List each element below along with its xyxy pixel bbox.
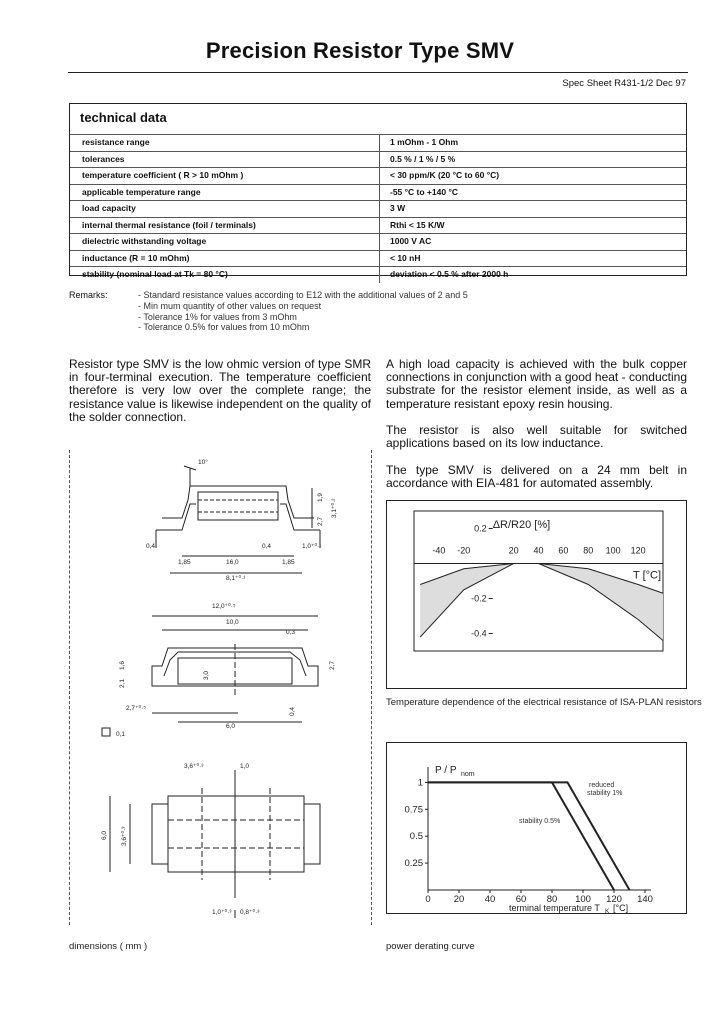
x-tick-label: 0 [425, 894, 431, 905]
dim-label: 2,7⁺⁰·⁵ [126, 705, 146, 712]
table-divider [379, 201, 380, 217]
table-row [70, 217, 686, 234]
x-tick-label: 100 [605, 545, 621, 556]
chart-title: ΔR/R20 [%] [492, 519, 551, 531]
table-cell-label: tolerances [82, 153, 125, 164]
table-cell-label: temperature coefficient ( R > 10 mOhm ) [82, 170, 244, 180]
annotation-stability-05: stability 0.5% [519, 818, 561, 825]
table-row [70, 266, 686, 283]
y-tick-label: 0.5 [409, 831, 423, 843]
dim-label: 3,6⁺⁰·³ [184, 763, 204, 770]
table-cell-value: Rthi < 15 K/W [390, 219, 445, 230]
tolerance-band [420, 564, 663, 641]
y-tick-label: -0.2 [471, 593, 487, 604]
dim-label: 3,1⁺⁰·² [331, 498, 338, 518]
x-tick-label: 40 [533, 545, 544, 556]
x-axis-label-subscript: K [605, 908, 610, 913]
dim-label: 1,0 [240, 763, 250, 770]
description-left: Resistor type SMV is the low ohmic version of type SMR in four-terminal execution. The temperature coefficient therefore is very low over the complete range; the resistance value is likewise independent on the quality of the solder connection. [69, 357, 371, 424]
y-tick-label: 0.75 [404, 804, 423, 816]
annotation-stability-1: stability 1% [587, 790, 623, 797]
x-tick-label: 20 [508, 545, 519, 556]
dim-label: 1,9 [317, 492, 324, 502]
dim-label: 8,1⁺⁰·¹ [226, 575, 246, 582]
technical-data-table [69, 103, 687, 279]
dim-label: 6,0 [226, 723, 236, 730]
table-row [70, 250, 686, 267]
y-tick-label: -0.4 [471, 628, 487, 639]
x-tick-label: 60 [515, 894, 527, 905]
dim-label: 0,4 [262, 543, 272, 550]
dim-label: 1,85 [282, 559, 295, 566]
dim-label: 0,4 [289, 706, 296, 716]
dim-label: 6,0 [101, 830, 108, 840]
dim-label: 10,0 [226, 619, 239, 626]
table-cell-label: load capacity [82, 203, 136, 213]
description-right-3: The type SMV is delivered on a 24 mm belt in accordance with EIA-481 for automated assembly. [386, 463, 687, 491]
table-divider [379, 168, 380, 184]
x-tick-label: -20 [457, 545, 471, 556]
title-rule [68, 72, 688, 73]
y-tick-label: 0.25 [404, 858, 423, 870]
dim-label: 1,0⁺⁰·³ [212, 909, 232, 916]
tempco-chart-frame [386, 500, 687, 689]
dim-label: 12,0⁺⁰·⁵ [212, 603, 236, 610]
table-divider [379, 267, 380, 283]
table-cell-label: internal thermal resistance (foil / terminals) [82, 219, 256, 230]
dim-label: 0,3 [286, 629, 296, 636]
x-tick-label: 100 [575, 894, 591, 905]
description-right-1: A high load capacity is achieved with the bulk copper connections in conjunction with a good heat - conducting substrate for the resistor element inside, as well as a temperature resistant epoxy resin housing. [386, 357, 687, 411]
x-tick-label: 60 [558, 545, 569, 556]
y-tick-label: 0.2 [474, 523, 487, 534]
table-divider [379, 152, 380, 168]
x-tick-label: 120 [606, 894, 622, 905]
table-cell-label: inductance (R = 10 mOhm) [82, 252, 190, 263]
dim-label: 0,4 [146, 543, 156, 550]
table-cell-value: < 10 nH [390, 252, 421, 263]
table-row [70, 184, 686, 201]
x-tick-label: 20 [453, 894, 465, 905]
dim-label: 2,1 [119, 678, 126, 688]
dim-label: 16,0 [226, 559, 239, 566]
table-cell-value: 1 mOhm - 1 Ohm [390, 137, 459, 147]
dimensions-caption: dimensions ( mm ) [69, 941, 148, 952]
dim-label: 0,8⁺⁰·³ [240, 909, 260, 916]
table-cell-label: stability (nominal load at Tk = 80 °C) [82, 269, 228, 279]
dim-label: 1,6 [119, 660, 126, 670]
table-divider [379, 135, 380, 151]
x-tick-label: 80 [583, 545, 594, 556]
x-axis-label: terminal temperature T [509, 903, 600, 913]
x-tick-label: 80 [546, 894, 558, 905]
derating-chart-frame [386, 742, 687, 914]
frame-line-left [69, 450, 70, 925]
x-tick-label: 40 [484, 894, 496, 905]
series-stability-line [428, 782, 614, 890]
dimension-drawing [90, 448, 360, 928]
table-divider [379, 234, 380, 250]
frame-line-right [371, 450, 372, 925]
dim-angle: 10° [198, 459, 208, 466]
remark-item: - Tolerance 1% for values from 3 mOhm [138, 312, 297, 322]
table-divider [379, 251, 380, 267]
remark-item: - Min mum quantity of other values on request [138, 301, 322, 311]
dim-label: 0,1 [116, 731, 126, 738]
tempco-chart [387, 501, 686, 688]
spec-sheet-ref: Spec Sheet R431-1/2 Dec 97 [562, 78, 686, 89]
table-cell-value: deviation < 0.5 % after 2000 h [390, 269, 509, 279]
x-axis-label-unit: [°C] [613, 903, 629, 913]
table-cell-value: < 30 ppm/K (20 °C to 60 °C) [390, 170, 500, 180]
table-cell-value: 1000 V AC [390, 236, 432, 246]
dim-label: 1,85 [178, 559, 191, 566]
tempco-caption-1: Temperature dependence of the electrical resistance of ISA-PLAN resistors [386, 697, 702, 708]
x-tick-label: -40 [432, 545, 446, 556]
table-rows [70, 134, 686, 283]
table-cell-value: 3 W [390, 203, 406, 213]
chart-title-subscript: nom [461, 771, 475, 778]
description-right-2: The resistor is also well suitable for switched applications based on its low inductance. [386, 423, 687, 451]
dim-label: 1,0⁺⁰·¹ [302, 543, 322, 550]
table-row [70, 233, 686, 250]
x-tick-label: 140 [637, 894, 653, 905]
dim-label: 3,6⁺⁰·³ [121, 826, 128, 846]
dim-label: 2,7 [317, 516, 324, 526]
remarks-label: Remarks: [69, 290, 108, 300]
y-tick-label: 1 [417, 777, 423, 789]
page-title: Precision Resistor Type SMV [205, 38, 515, 63]
table-divider [379, 218, 380, 234]
dim-label: 2,7 [329, 660, 336, 670]
derating-caption: power derating curve [386, 941, 475, 952]
series-reduced-stability-line [428, 782, 630, 890]
remark-item: - Tolerance 0.5% for values from 10 mOhm [138, 322, 310, 332]
table-row [70, 134, 686, 151]
chart-title: P / P [435, 765, 457, 776]
remark-item: - Standard resistance values according to E12 with the additional values of 2 and 5 [138, 290, 468, 300]
table-row [70, 167, 686, 184]
annotation-reduced: reduced [589, 782, 615, 789]
table-cell-value: -55 °C to +140 °C [390, 186, 458, 197]
table-cell-label: applicable temperature range [82, 186, 201, 197]
table-cell-label: dielectric withstanding voltage [82, 236, 207, 246]
table-row [70, 200, 686, 217]
derating-chart [387, 743, 686, 913]
table-cell-label: resistance range [82, 137, 150, 147]
table-heading: technical data [80, 110, 167, 125]
x-axis-label: T [°C] [633, 569, 662, 582]
table-cell-value: 0.5 % / 1 % / 5 % [390, 153, 456, 164]
x-tick-label: 120 [630, 545, 646, 556]
dim-label: 3,0 [203, 670, 210, 680]
table-row [70, 151, 686, 168]
table-divider [379, 185, 380, 201]
